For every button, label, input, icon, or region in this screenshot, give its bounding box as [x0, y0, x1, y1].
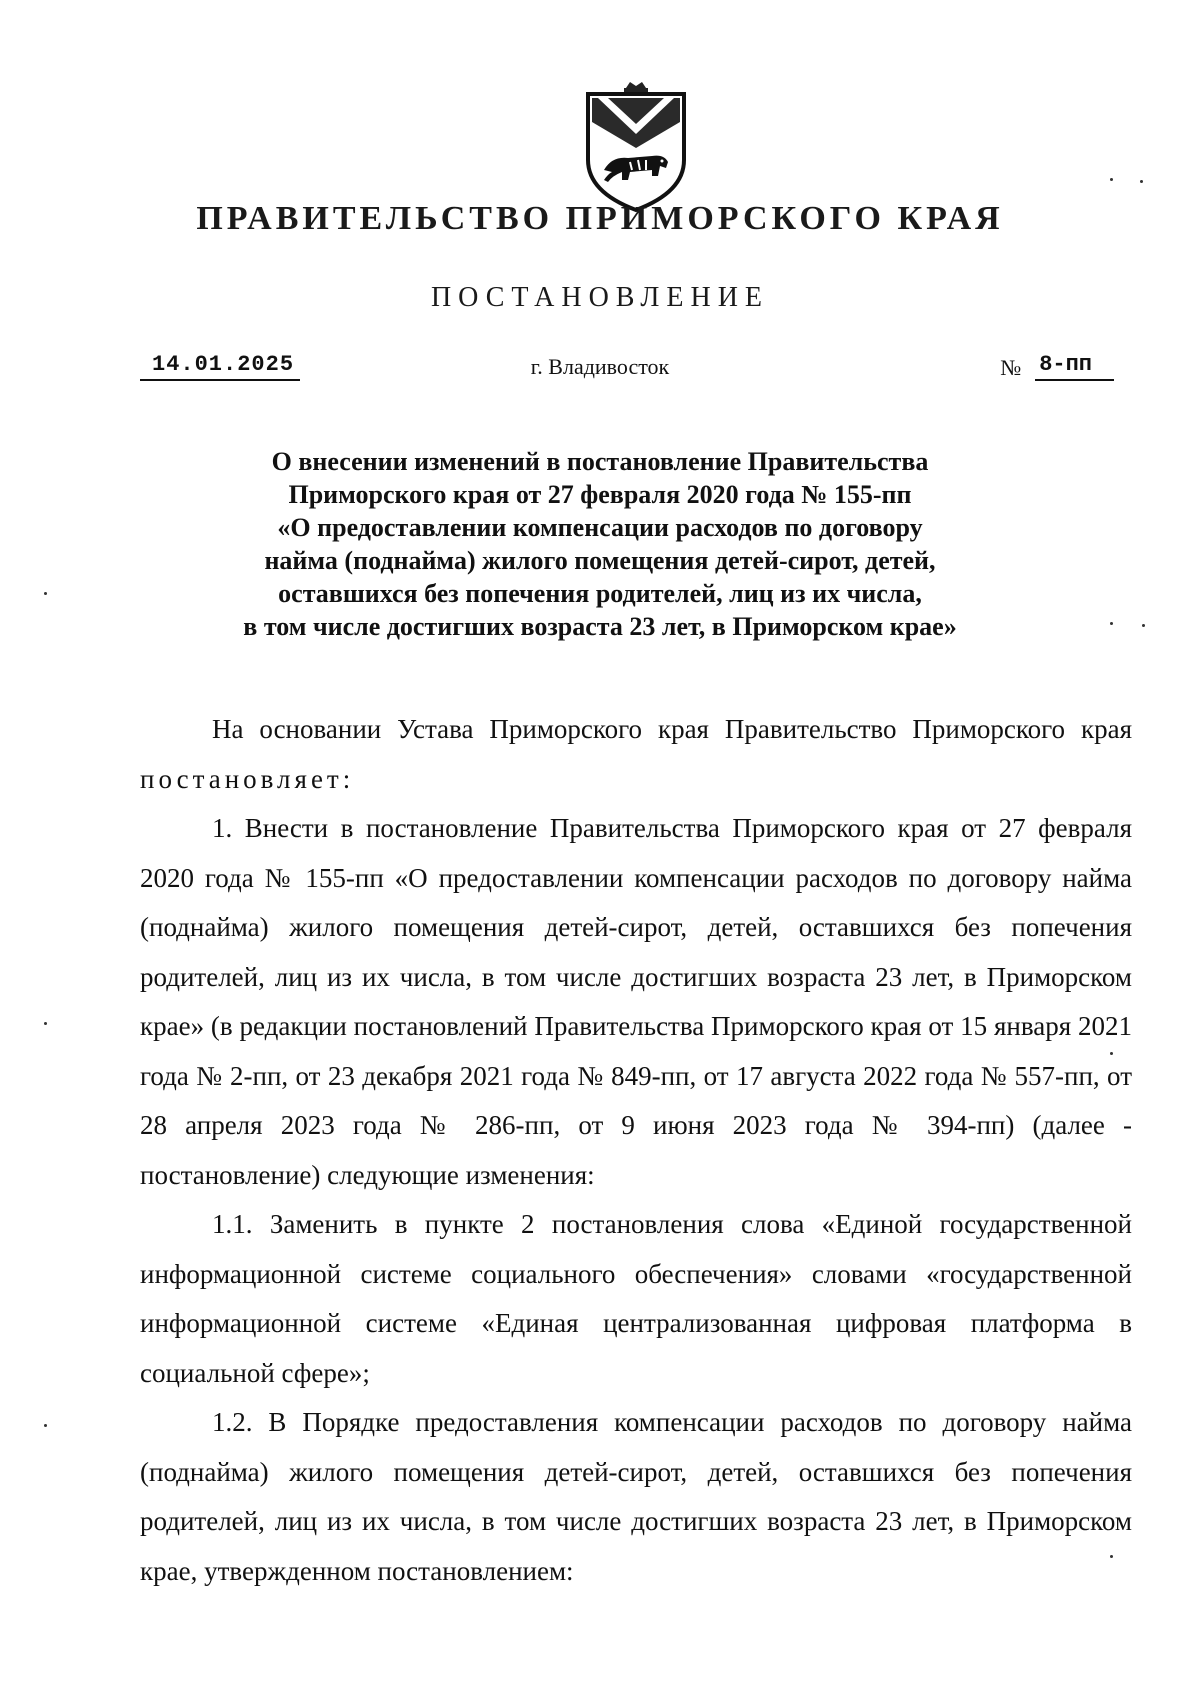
scan-speck: [1110, 178, 1113, 181]
preamble-resolves: постановляет:: [140, 763, 355, 794]
document-subject: [140, 445, 1060, 643]
document-city: г. Владивосток: [530, 354, 670, 379]
scan-speck: [1110, 622, 1113, 625]
paragraph-1: 1. Внести в постановление Правительства Приморского края от 27 февраля 2020 года № 155-пп «О предоставлении компенсации расходов по договору найма (поднайма) жилого помещения детей-сирот, детей, оставшихся без попечения родителей, лиц из их числа, в том числе достигших возраста 23 лет, в Приморском крае» (в редакции постановлений Правительства Приморского края от 15 января 2021 года № 2-пп, от 23 декабря 2021 года № 849-пп, от 17 августа 2022 года № 557-пп, от 28 апреля 2023 года № 286-пп, от 9 июня 2023 года № 394-пп) (далее - постановление) следующие изменения:: [140, 813, 1132, 1190]
coat-of-arms-icon: [582, 82, 690, 214]
scan-speck: [44, 1022, 47, 1025]
scan-speck: [1110, 1052, 1113, 1055]
subject-line: найма (поднайма) жилого помещения детей-сирот, детей,: [264, 546, 936, 575]
paragraph-1-1: 1.1. Заменить в пункте 2 постановления слова «Единой государственной информационной системе социального обеспечения» словами «государственной информационной системе «Единая централизованная цифровая платформа в социальной сфере»;: [140, 1209, 1132, 1388]
preamble-paragraph: [140, 705, 1132, 804]
scan-speck: [44, 592, 47, 595]
subject-line: в том числе достигших возраста 23 лет, в Приморском крае»: [243, 612, 957, 641]
subject-line: О внесении изменений в постановление Правительства: [271, 447, 929, 476]
document-body: [140, 705, 1132, 1596]
subject-line: «О предоставлении компенсации расходов по договору: [277, 513, 923, 542]
document-number-block: [1000, 352, 1114, 381]
scan-speck: [1110, 1555, 1113, 1558]
subject-line: оставшихся без попечения родителей, лиц из их числа,: [278, 579, 922, 608]
scan-speck: [44, 1424, 47, 1427]
number-sign: №: [1000, 355, 1022, 380]
document-number: 8-пп: [1035, 352, 1114, 381]
scan-speck: [1142, 624, 1145, 627]
document-type: ПОСТАНОВЛЕНИЕ: [430, 282, 770, 313]
document-date: 14.01.2025: [140, 352, 300, 381]
government-title: ПРАВИТЕЛЬСТВО ПРИМОРСКОГО КРАЯ: [196, 200, 1004, 237]
subject-line: Приморского края от 27 февраля 2020 года № 155-пп: [288, 480, 912, 509]
paragraph-1-2: 1.2. В Порядке предоставления компенсации расходов по договору найма (поднайма) жилого помещения детей-сирот, детей, оставшихся без попечения родителей, лиц из их числа, в том числе достигших возраста 23 лет, в Приморском крае, утвержденном постановлением:: [140, 1407, 1132, 1586]
preamble-text: На основании Устава Приморского края Правительство Приморского края: [212, 714, 1132, 744]
scan-speck: [1140, 180, 1143, 183]
